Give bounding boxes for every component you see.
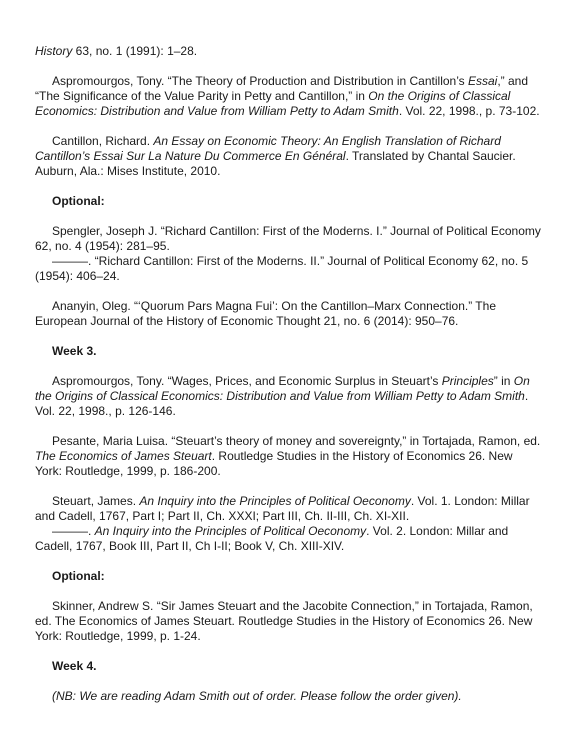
reference-aspromourgos-cantillon: Aspromourgos, Tony. “The Theory of Production and Distribution in Cantillon’s Essai,” and “The Significance of the Value Parity in Petty and Cantillon,” in On the Origins of Classical Economics: Distribution and Value from William Petty to Adam Smith. Vol. 22, 1998., p. 73-102. <box>35 74 540 118</box>
reference-spengler-1: Spengler, Joseph J. “Richard Cantillon: First of the Moderns. I.” Journal of Political Economy 62, no. 4 (1954): 281–95. <box>35 224 541 253</box>
reference-steuart-vol-1: Steuart, James. An Inquiry into the Principles of Political Oeconomy. Vol. 1. London: Millar and Cadell, 1767, Part I; Part II, Ch. XXXI; Part III, Ch. II-III, Ch. XI-XII. <box>35 494 530 523</box>
reference-pesante: Pesante, Maria Luisa. “Steuart’s theory of money and sovereignty,” in Tortajada, Ramon, ed. The Economics of James Steuart. Routledge Studies in the History of Economics 26. New York: Routledge, 1999, p. 186-200. <box>35 434 541 478</box>
reference-spengler-2: ———. “Richard Cantillon: First of the Moderns. II.” Journal of Political Economy 62, no. 5 (1954): 406–24. <box>35 254 529 283</box>
reference-continuation: History 63, no. 1 (1991): 1–28. <box>35 44 198 58</box>
reference-aspromourgos-steuart: Aspromourgos, Tony. “Wages, Prices, and Economic Surplus in Steuart’s Principles” in On the Origins of Classical Economics: Distribution and Value from William Petty to Adam Smith. Vol. 22, 1998., p. 126-146. <box>35 374 530 418</box>
section-heading-optional-2: Optional: <box>52 569 105 583</box>
reference-cantillon-essay: Cantillon, Richard. An Essay on Economic Theory: An English Translation of Richard Cantillon’s Essai Sur La Nature Du Commerce En Général. Translated by Chantal Saucier. Auburn, Ala.: Mises Institute, 2010. <box>35 134 516 178</box>
reference-steuart-vol-2: ———. An Inquiry into the Principles of Political Oeconomy. Vol. 2. London: Millar and Cadell, 1767, Book III, Part II, Ch I-II; Book V, Ch. XIII-XIV. <box>35 524 509 553</box>
section-heading-week-3: Week 3. <box>52 344 97 358</box>
section-heading-week-4: Week 4. <box>52 659 97 673</box>
reference-skinner: Skinner, Andrew S. “Sir James Steuart and the Jacobite Connection,” in Tortajada, Ramon, ed. The Economics of James Steuart. Routledge Studies in the History of Economics 26. New York: Routledge, 1999, p. 1-24. <box>35 599 533 643</box>
reference-ananyin: Ananyin, Oleg. “‘Quorum Pars Magna Fui’: On the Cantillon–Marx Connection.” The European Journal of the History of Economic Thought 21, no. 6 (2014): 950–76. <box>35 299 496 328</box>
reading-order-note: (NB: We are reading Adam Smith out of order. Please follow the order given). <box>52 689 462 703</box>
section-heading-optional: Optional: <box>52 194 105 208</box>
